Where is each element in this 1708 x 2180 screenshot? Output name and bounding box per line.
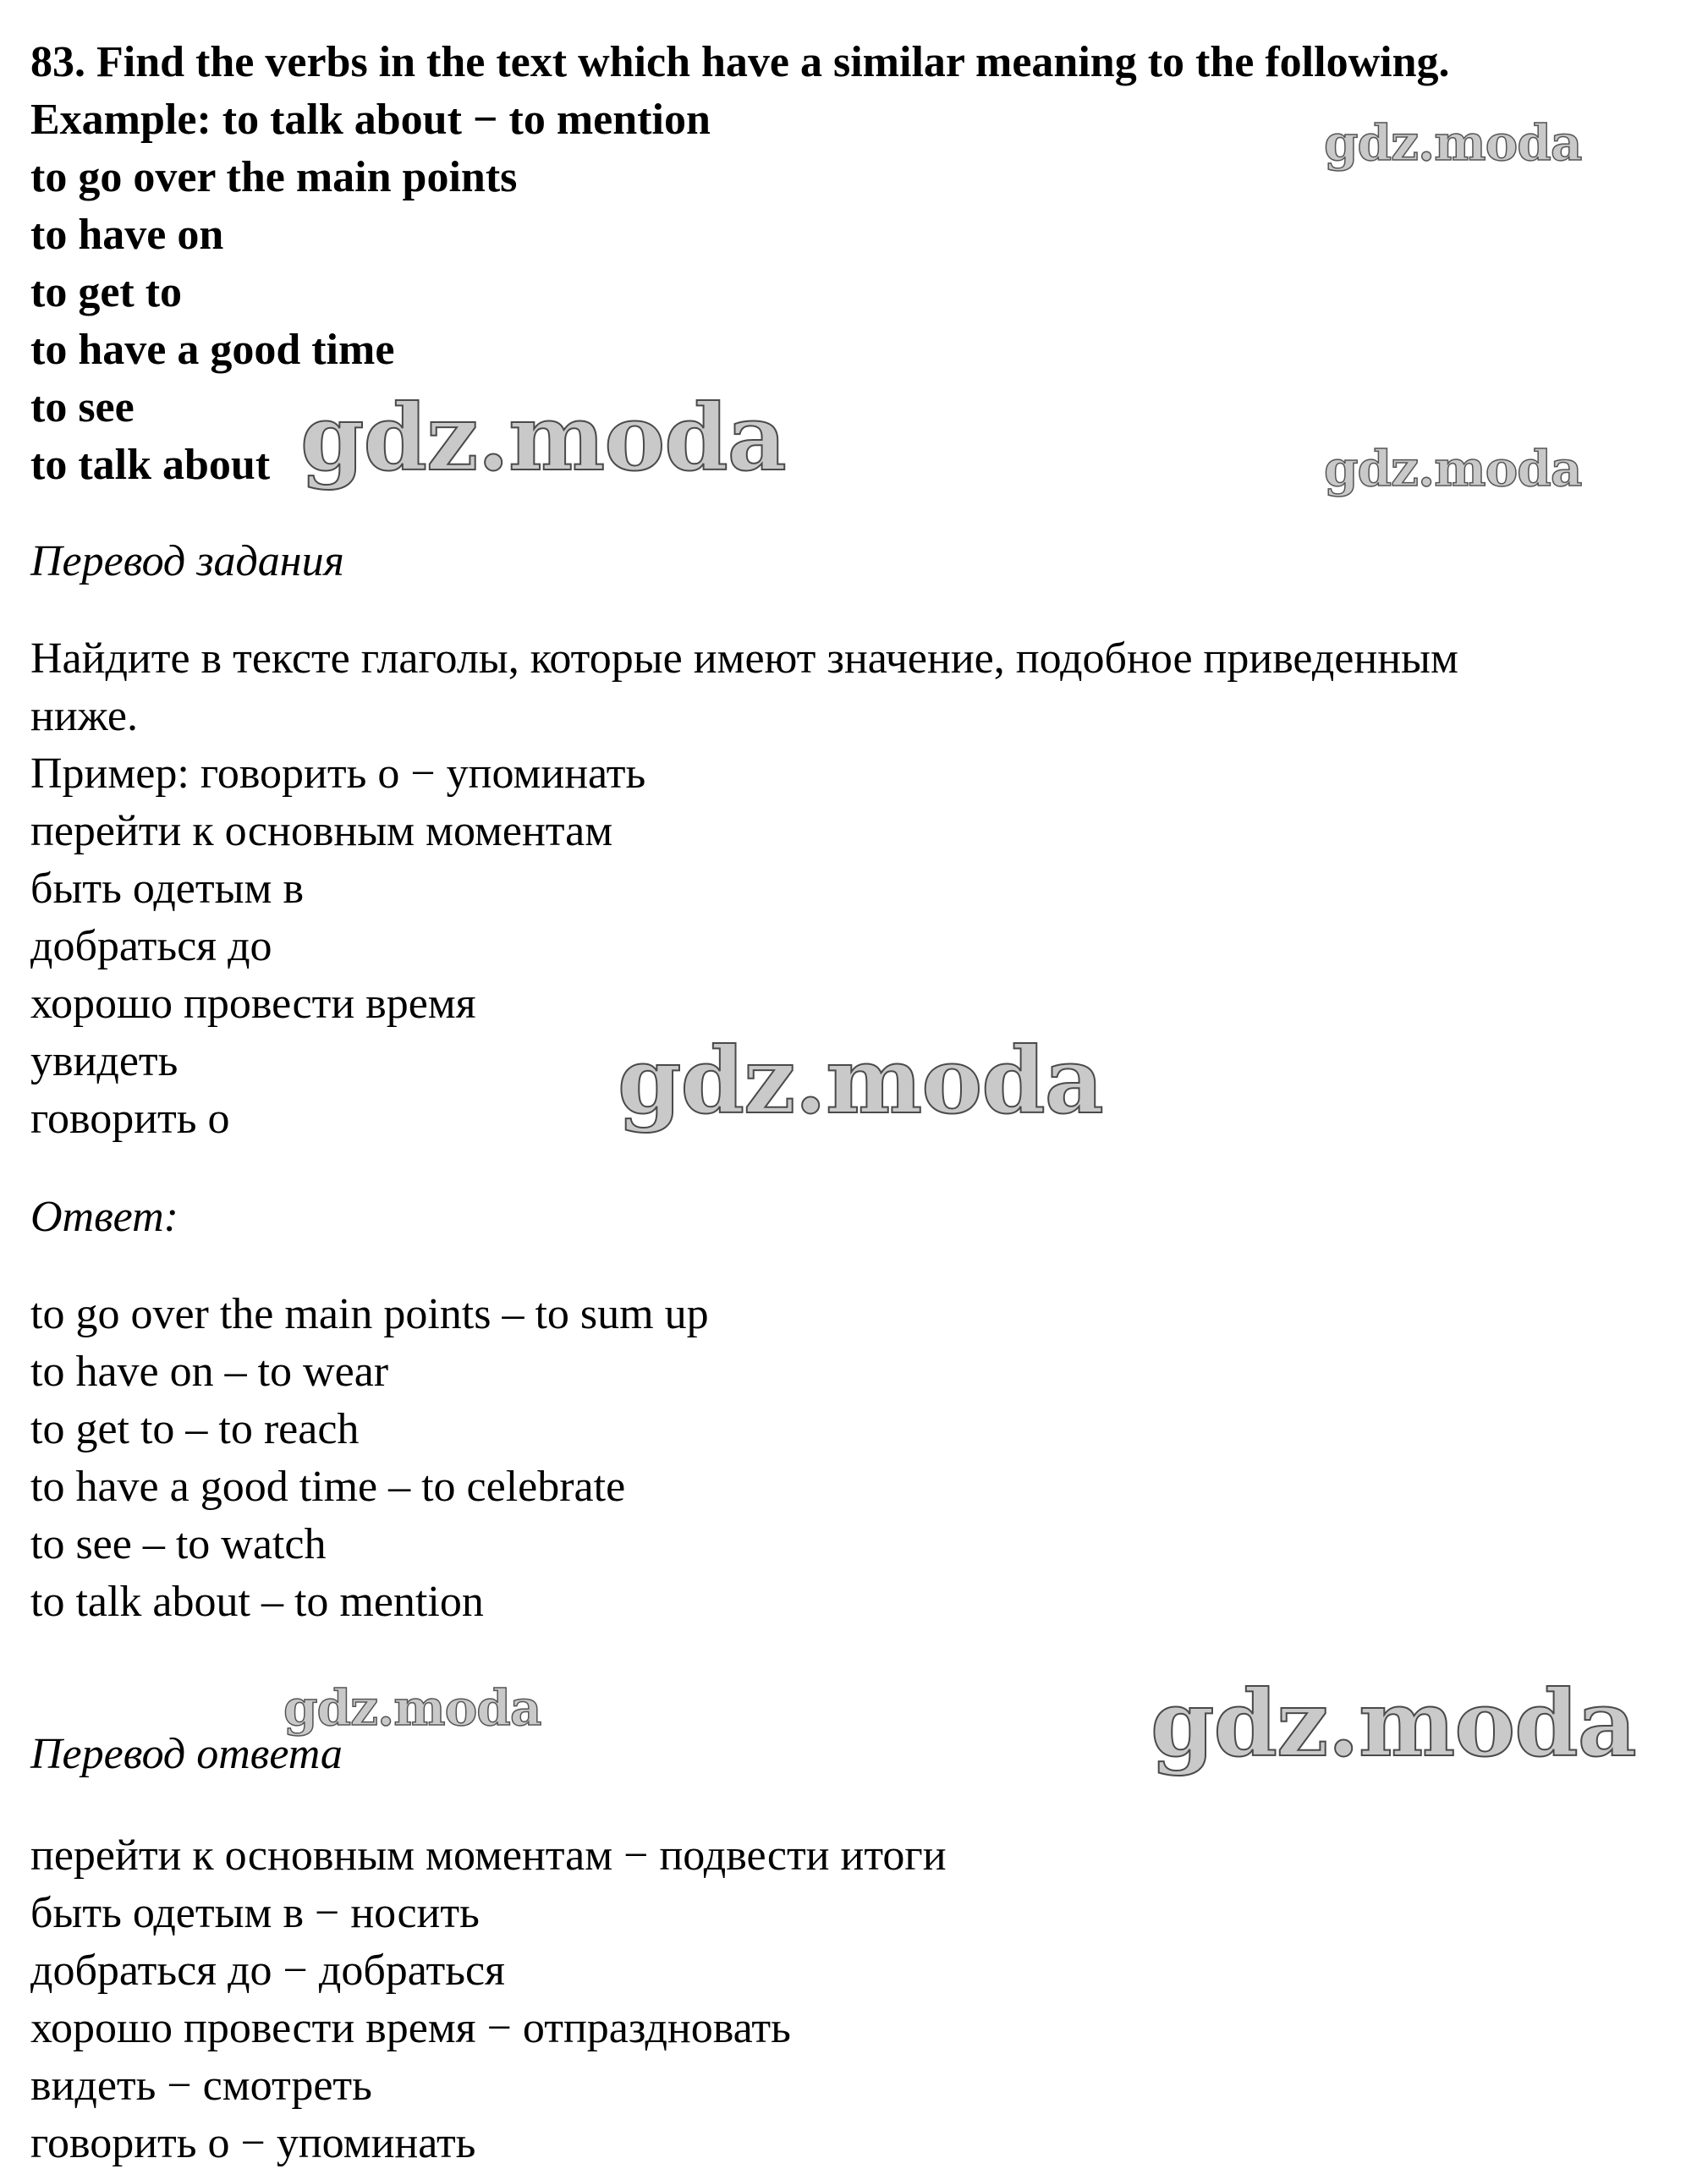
translation-line: говорить о	[30, 1095, 230, 1143]
translation-line: быть одетым в	[30, 865, 304, 913]
translation-line: Найдите в тексте глаголы, которые имеют значение, подобное приведенным	[30, 634, 1458, 683]
answer-translation-line: добраться до − добраться	[30, 1947, 505, 1995]
watermark: gdz.moda	[283, 1679, 541, 1737]
answer-line: to get to – to reach	[30, 1405, 360, 1453]
answer-section	[30, 1286, 1689, 1631]
task-heading: 83. Find the verbs in the text which have a similar meaning to the following.	[30, 38, 1450, 86]
translation-line: хорошо провести время	[30, 980, 476, 1028]
answer-line: to talk about – to mention	[30, 1578, 484, 1626]
task-example: Example: to talk about − to mention	[30, 96, 711, 144]
watermark: gdz.moda	[300, 385, 786, 491]
answer-line: to have a good time – to celebrate	[30, 1463, 626, 1511]
watermark: gdz.moda	[1324, 114, 1582, 172]
task-item: to go over the main points	[30, 153, 518, 201]
watermark: gdz.moda	[618, 1028, 1103, 1134]
answer-title: Ответ:	[30, 1193, 178, 1241]
task-section	[30, 34, 1689, 494]
task-item: to have on	[30, 211, 224, 259]
task-translation-title: Перевод задания	[30, 537, 344, 585]
answer-translation-line: видеть − смотреть	[30, 2062, 372, 2110]
task-item: to see	[30, 383, 135, 431]
answer-line: to go over the main points – to sum up	[30, 1290, 709, 1338]
watermark: gdz.moda	[1324, 440, 1582, 497]
answer-heading-block	[30, 1189, 1689, 1246]
task-translation-heading-block	[30, 533, 1689, 590]
answer-translation-line: хорошо провести время − отпраздновать	[30, 2004, 791, 2052]
answer-line: to see – to watch	[30, 1520, 327, 1568]
translation-line: перейти к основным моментам	[30, 807, 613, 855]
answer-translation-line: говорить о − упоминать	[30, 2119, 476, 2167]
answer-line: to have on – to wear	[30, 1348, 389, 1396]
answer-translation-line: быть одетым в − носить	[30, 1889, 480, 1937]
answer-translation-line: перейти к основным моментам − подвести итоги	[30, 1831, 947, 1880]
answer-translation-title: Перевод ответа	[30, 1730, 343, 1778]
task-item: to have a good time	[30, 326, 395, 374]
translation-line: ниже.	[30, 692, 138, 740]
translation-line: Пример: говорить о − упоминать	[30, 750, 646, 798]
watermark: gdz.moda	[1151, 1671, 1636, 1777]
translation-line: увидеть	[30, 1037, 178, 1085]
translation-line: добраться до	[30, 922, 272, 970]
task-item: to talk about	[30, 441, 271, 489]
task-item: to get to	[30, 268, 183, 316]
answer-translation-section	[30, 1827, 1689, 2172]
